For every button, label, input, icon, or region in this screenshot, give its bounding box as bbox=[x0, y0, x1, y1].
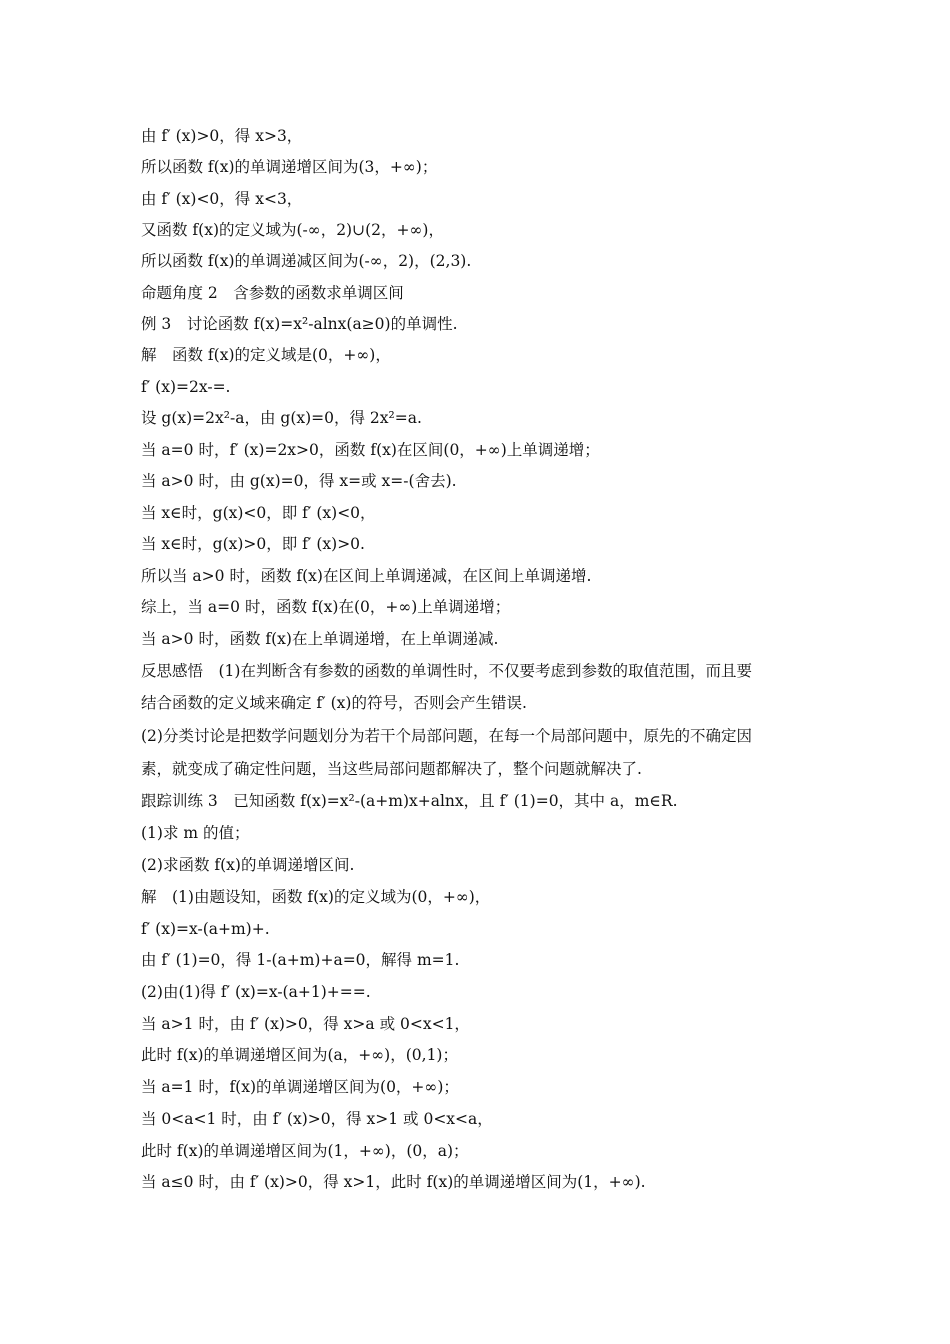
text-line: 当 a>0 时，函数 f(x)在上单调递增，在上单调递减. bbox=[141, 630, 499, 648]
text-line: 由 f′ (1)=0，得 1-(a+m)+a=0，解得 m=1. bbox=[141, 951, 460, 969]
text-line: 解 (1)由题设知，函数 f(x)的定义域为(0，+∞)， bbox=[141, 888, 491, 906]
text-line: (2)由(1)得 f′ (x)=x-(a+1)+==. bbox=[141, 983, 371, 1001]
text-line: 此时 f(x)的单调递增区间为(1，+∞)，(0，a)； bbox=[141, 1142, 469, 1160]
text-line: (2)分类讨论是把数学问题划分为若干个局部问题，在每一个局部问题中，原先的不确定因 bbox=[141, 727, 752, 745]
text-line: 此时 f(x)的单调递增区间为(a，+∞)，(0,1)； bbox=[141, 1046, 458, 1064]
text-line: 由 f′ (x)>0，得 x>3， bbox=[141, 127, 303, 145]
text-line: f′ (x)=2x-=. bbox=[141, 378, 231, 396]
text-line: 当 a=1 时，f(x)的单调递增区间为(0，+∞)； bbox=[141, 1078, 459, 1096]
text-line: 又函数 f(x)的定义域为(-∞，2)∪(2，+∞)， bbox=[141, 221, 444, 239]
section-heading: 命题角度 2 含参数的函数求单调区间 bbox=[141, 284, 404, 302]
text-line: 所以函数 f(x)的单调递减区间为(-∞，2)，(2,3). bbox=[141, 252, 472, 270]
text-line: 所以当 a>0 时，函数 f(x)在区间上单调递减，在区间上单调递增. bbox=[141, 567, 592, 585]
text-line: f′ (x)=x-(a+m)+. bbox=[141, 920, 270, 938]
text-line: 当 0<a<1 时，由 f′ (x)>0，得 x>1 或 0<x<a， bbox=[141, 1110, 493, 1128]
text-line: 综上，当 a=0 时，函数 f(x)在(0，+∞)上单调递增； bbox=[141, 598, 511, 616]
reflection-paragraph: 反思感悟 (1)在判断含有参数的函数的单调性时，不仅要考虑到参数的取值范围，而且要 bbox=[141, 662, 752, 680]
text-line: 设 g(x)=2x²-a，由 g(x)=0，得 2x²=a. bbox=[141, 409, 422, 427]
text-line: 当 a>0 时，由 g(x)=0，得 x=或 x=-(舍去). bbox=[141, 472, 457, 490]
text-line: (2)求函数 f(x)的单调递增区间. bbox=[141, 856, 355, 874]
text-line: 由 f′ (x)<0，得 x<3， bbox=[141, 190, 303, 208]
text-line: 当 a≤0 时，由 f′ (x)>0，得 x>1，此时 f(x)的单调递增区间为(1，+∞). bbox=[141, 1173, 646, 1191]
text-line: 当 x∈时，g(x)<0，即 f′ (x)<0， bbox=[141, 504, 376, 522]
text-line: 当 x∈时，g(x)>0，即 f′ (x)>0. bbox=[141, 535, 365, 553]
text-line: (1)求 m 的值； bbox=[141, 824, 250, 842]
text-line: 所以函数 f(x)的单调递增区间为(3，+∞)； bbox=[141, 158, 438, 176]
exercise-title: 跟踪训练 3 已知函数 f(x)=x²-(a+m)x+alnx，且 f′ (1)=0，其中 a，m∈R. bbox=[141, 792, 678, 810]
text-line: 解 函数 f(x)的定义域是(0，+∞)， bbox=[141, 346, 391, 364]
text-line: 当 a=0 时，f′ (x)=2x>0，函数 f(x)在区间(0，+∞)上单调递增； bbox=[141, 441, 600, 459]
text-line: 结合函数的定义域来确定 f′ (x)的符号，否则会产生错误. bbox=[141, 694, 527, 712]
text-line: 当 a>1 时，由 f′ (x)>0，得 x>a 或 0<x<1， bbox=[141, 1015, 470, 1033]
text-line: 素，就变成了确定性问题，当这些局部问题都解决了，整个问题就解决了. bbox=[141, 760, 642, 778]
example-title: 例 3 讨论函数 f(x)=x²-alnx(a≥0)的单调性. bbox=[141, 315, 458, 333]
